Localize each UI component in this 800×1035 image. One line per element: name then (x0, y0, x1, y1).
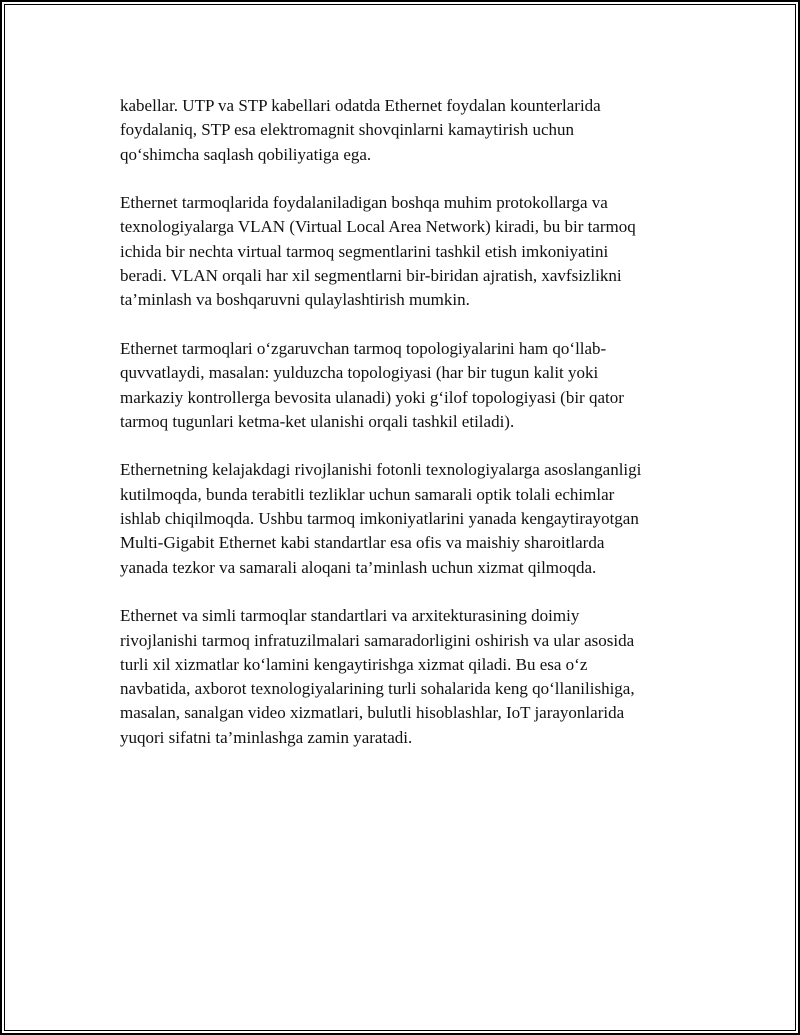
paragraph-2: Ethernet tarmoqlarida foydalaniladigan boshqa muhim protokollarga va texnologiyalarga VLAN (Virtual Local Area Network) kiradi, bu bir tarmoq ichida bir nechta virtual tarmoq segmentlarini tashkil etish imkoniyatini beradi. VLAN orqali har xil segmentlarni bir-biridan ajratish, xavfsizlikni ta’minlash va boshqaruvni qulaylashtirish mumkin. (120, 193, 636, 310)
document-body (120, 94, 695, 774)
paragraph-4: Ethernetning kelajakdagi rivojlanishi fotonli texnologiyalarga asoslanganligi kutilmoqda, bunda terabitli tezliklar uchun samarali optik tolali echimlar ishlab chiqilmoqda. Ushbu tarmoq imkoniyatlarini yanada kengaytirayotgan Multi-Gigabit Ethernet kabi standartlar esa ofis va maishiy sharoitlarda yanada tezkor va samarali aloqani ta’minlash uchun xizmat qilmoqda. (120, 460, 642, 577)
paragraph-1: kabellar. UTP va STP kabellari odatda Ethernet foydalan kounterlarida foydalaniq, STP esa elektromagnit shovqinlarni kamaytirish uchun qo‘shimcha saqlash qobiliyatiga ega. (120, 96, 601, 164)
paragraph-3: Ethernet tarmoqlari o‘zgaruvchan tarmoq topologiyalarini ham qo‘llab- quvvatlaydi, masalan: yulduzcha topologiyasi (har bir tugun kalit yoki markaziy kontrollerga bevosita ulanadi) yoki g‘ilof topologiyasi (bir qator tarmoq tugunlari ketma-ket ulanishi orqali tashkil etiladi). (120, 338, 624, 431)
paragraph-5: Ethernet va simli tarmoqlar standartlari va arxitekturasining doimiy rivojlanishi tarmoq infratuzilmalari samaradorligini oshirish va ular asosida turli xil xizmatlar ko‘lamini kengaytirishga xizmat qiladi. Bu esa o‘z navbatida, axborot texnologiyalarining turli sohalarida keng qo‘llanilishiga, masalan, sanalgan video xizmatlari, bulutli hisoblashlar, IoT jarayonlarida yuqori sifatni ta’minlashga zamin yaratadi. (120, 606, 635, 747)
